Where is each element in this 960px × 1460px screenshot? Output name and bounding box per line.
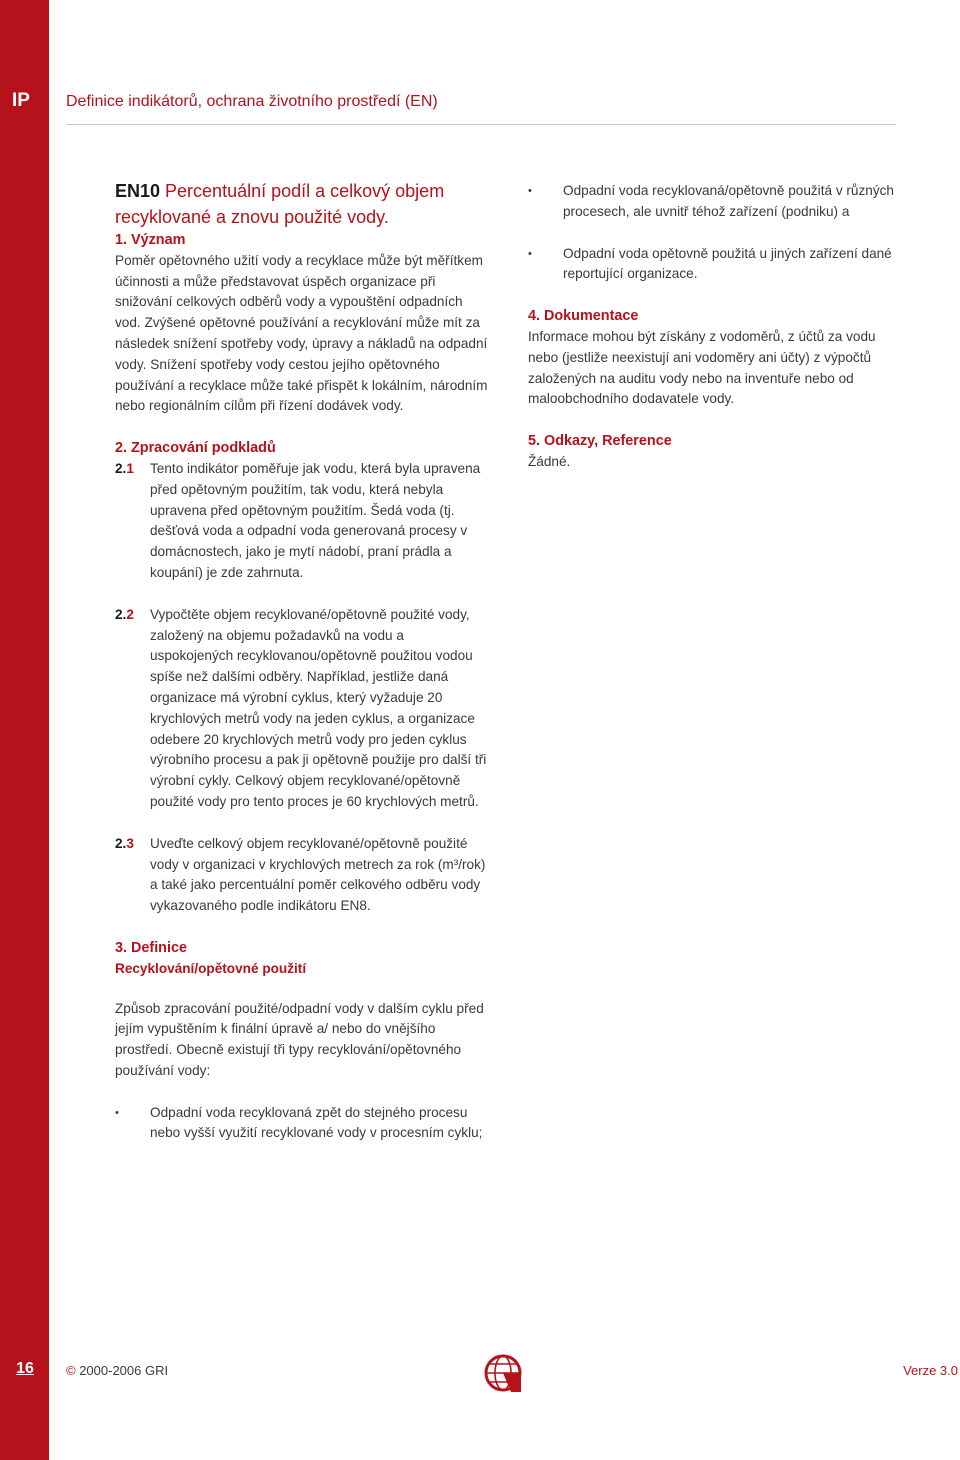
left-column (115, 178, 490, 1165)
bullet-text: Odpadní voda recyklovaná/opětovně použitá v různých procesech, ale uvnitř téhož zařízení (podniku) a (563, 183, 894, 219)
numbered-item-2-1 (115, 459, 490, 584)
section-heading-definice: 3. Definice (115, 939, 187, 956)
bullet-icon: • (528, 247, 532, 260)
section-heading-zpracovani: 2. Zpracování podkladů (115, 440, 276, 457)
footer-copyright (66, 1363, 168, 1378)
section-paragraph-vyznam: Poměr opětovného užití vody a recyklace může být měřítkem účinnosti a může představovat úspěch organizace při snižování celkových odběrů vody a vypouštění odpadních vod. Zvýšené opětovné používání a recyklování může mít za následek snížení spotřeby vody, úpravy a nákladů na odpadní vody. Snížení spotřeby vody cestou jejího opětovného používání a recyklace může také přispět k lokálním, národním nebo regionálním cílům při řízení dodávek vody. (115, 252, 488, 414)
bullet-icon: • (528, 185, 532, 197)
bullet-text: Odpadní voda opětovně použitá u jiných zařízení dané reportující organizace. (563, 245, 892, 282)
indicator-code: EN10 (115, 181, 161, 201)
footer-version: Verze 3.0 (903, 1363, 958, 1378)
definition-paragraph: Způsob zpracování použité/odpadní vody v dalším cyklu před jejím vypuštěním k finální úpravě a/ nebo do vnějšího prostředí. Obecně existují tři typy recyklování/opětovného používání vody: (115, 1000, 484, 1078)
indicator-title (115, 178, 490, 230)
section-heading-vyznam: 1. Význam (115, 232, 186, 248)
item-number: 2.1 (115, 460, 134, 476)
page-number: 16 (16, 1360, 34, 1377)
item-number: 2.2 (115, 606, 134, 622)
page-header-title: Definice indikátorů, ochrana životního prostředí (EN) (66, 93, 438, 110)
item-text: Uveďte celkový objem recyklované/opětovně použité vody v organizaci v krychlových metrech za rok (m³/rok) a také jako percentuální poměr celkového odběru vody vykazovaného podle indikátoru EN8. (150, 835, 486, 914)
copyright-text: 2000-2006 GRI (75, 1363, 169, 1378)
bullet-icon: • (115, 1106, 119, 1119)
copyright-symbol: © (66, 1363, 76, 1378)
bullet-item (115, 1103, 490, 1145)
bullet-text: Odpadní voda recyklovaná zpět do stejného procesu nebo vyšší využití recyklované vody v procesním cyklu; (150, 1104, 483, 1141)
item-text: Vypočtěte objem recyklované/opětovně použité vody, založený na objemu požadavků na vodu a uspokojených recyklovanou/opětovně použitou vodou spíše než dalšími odběry. Například, jestliže daná organizace má výrobní cyklus, který vyžaduje 20 krychlových metrů vody na jeden cyklus, a organizace odebere 20 krychlových metrů vody pro jeden cyklus výrobního procesu a pak ji opětovně použije pro další tři výrobní cykly. Celkový objem recyklované/opětovně použité vody pro tento proces je 60 krychlových metrů. (150, 606, 487, 809)
bullet-item (528, 244, 908, 286)
section-label: IP (12, 90, 30, 111)
section-paragraph-odkazy: Žádné. (528, 453, 571, 469)
gri-globe-logo-icon (481, 1352, 525, 1396)
section-heading-odkazy: 5. Odkazy, Reference (528, 433, 672, 450)
section-paragraph-dokumentace: Informace mohou být získány z vodoměrů, z účtů za vodu nebo (jestliže neexistují ani vodoměry ani účty) z výpočtů založených na auditu vody nebo na inventuře nebo od maloobchodního dodavatele vody. (528, 328, 876, 407)
sidebar-band (0, 0, 49, 1460)
right-column (528, 181, 908, 494)
indicator-title-text: Percentuální podíl a celkový objem recyklované a znovu použité vody. (115, 181, 445, 227)
header-divider (66, 124, 896, 125)
bullet-item (528, 181, 908, 223)
definition-subheading: Recyklování/opětovné použití (115, 960, 307, 976)
numbered-item-2-3 (115, 834, 490, 917)
numbered-item-2-2 (115, 605, 490, 813)
item-number: 2.3 (115, 835, 134, 851)
section-heading-dokumentace: 4. Dokumentace (528, 308, 639, 325)
item-text: Tento indikátor poměřuje jak vodu, která byla upravena před opětovným použitím, tak vodu, která nebyla upravena před opětovným použitím. Šedá voda (tj. dešťová voda a odpadní voda generovaná procesy v domácnostech, jako je mytí nádobí, praní prádla a koupání) je zde zahrnuta. (150, 460, 481, 580)
